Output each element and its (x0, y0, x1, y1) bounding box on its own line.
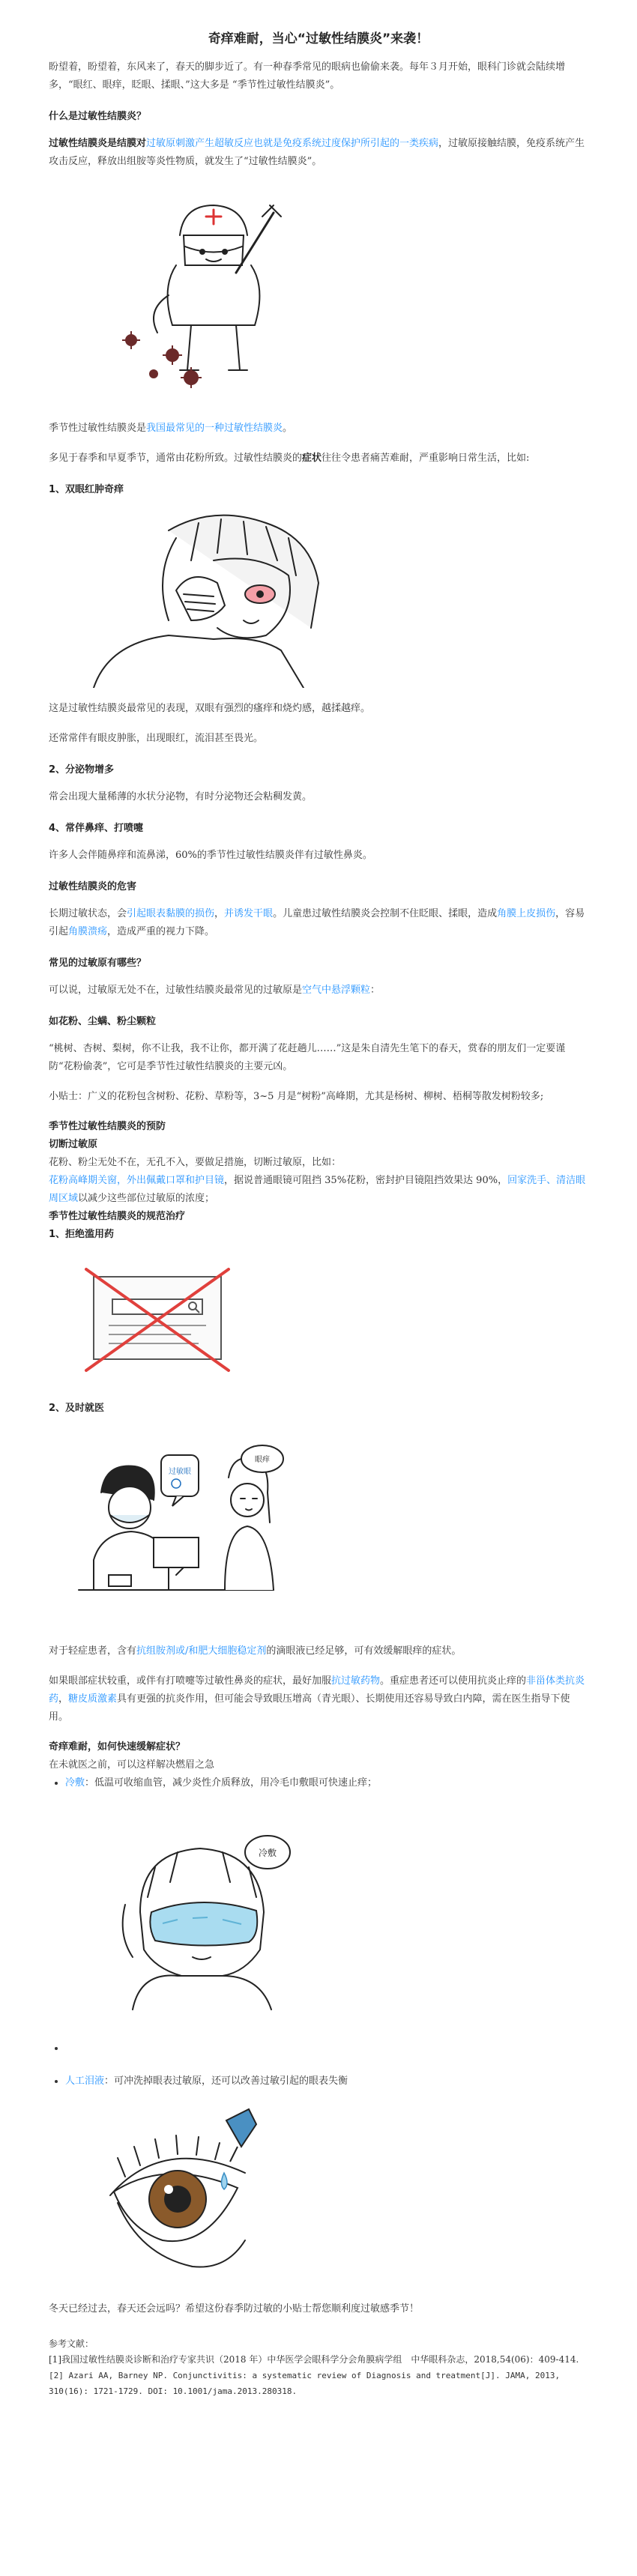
seasonal-paragraph (49, 420, 588, 438)
symptoms-paragraph (49, 450, 588, 468)
harm-highlight-4: 角膜溃疡 (68, 926, 108, 937)
harm-highlight-2: 并诱发干眼 (224, 908, 274, 919)
symptom-1-heading: 1、双眼红肿奇痒 (49, 484, 124, 495)
cold-compress-speech-text: 冷敷 (258, 1848, 277, 1858)
reference-2: [2] Azari AA, Barney NP. Conjunctivitis: a systematic review of Diagnosis and treatment[J]. JAMA, 2013, 310(16): 1721-1729. DOI: 10.1001/jama.2013.280318. (49, 2371, 561, 2396)
relief-heading: 奇痒难耐，如何快速缓解症状？ (49, 1741, 186, 1753)
seasonal-end: 。 (283, 423, 293, 434)
prevention-text-2: ，据说普通眼镜可阻挡 35%花粉，密封护目镜阻挡效果达 90%， (224, 1175, 508, 1186)
reference-1: [1]我国过敏性结膜炎诊断和治疗专家共识（2018 年）中华医学会眼科学分会角膜病学组 中华眼科杂志，2018,54(06)：409-414. (49, 2354, 579, 2365)
allergen-end: ： (370, 985, 381, 996)
tip-artificial-tears-label: 人工泪液 (65, 2075, 105, 2087)
harm-text-4: ，容易引起 (49, 908, 585, 937)
symptoms-end: 往往令患者痛苦难耐，严重影响日常生活，比如: (321, 453, 530, 464)
tip-cold-compress-text: ：低温可收缩血管，减少炎性介质释放，用冷毛巾敷眼可快速止痒； (85, 1777, 378, 1789)
treatment-severe-highlight-2: 非甾体类抗炎药 (49, 1675, 585, 1705)
allergen-paragraph (49, 982, 588, 1000)
treatment-heading: 季节性过敏性结膜炎的规范治疗 (49, 1211, 186, 1222)
doctor-speech-text: 过敏眼 (169, 1468, 191, 1476)
tip-artificial-tears-text: ：可冲洗掉眼表过敏原，还可以改善过敏引起的眼表失衡 (104, 2075, 348, 2087)
relief-intro: 在未就医之前，可以这样解决燃眉之急 (49, 1759, 215, 1771)
relief-block (49, 1738, 588, 1774)
relief-tips-list (49, 1774, 588, 2285)
harm-text-3: 。儿童患过敏性结膜炎会控制不住眨眼、揉眼，造成 (273, 908, 498, 919)
treatment-severe-highlight-3: 糖皮质激素 (68, 1693, 118, 1705)
harm-text-2: ， (214, 908, 225, 919)
article (49, 0, 588, 2422)
seasonal-highlight: 我国最常见的一种过敏性结膜炎 (146, 423, 283, 434)
eye-drop-illustration (95, 2105, 275, 2285)
treatment-1-heading: 1、拒绝滥用药 (49, 1229, 115, 1240)
harm-highlight-1: 引起眼表黏膜的损伤 (127, 908, 215, 919)
cold-compress-illustration (110, 1822, 305, 2025)
prevention-heading: 季节性过敏性结膜炎的预防 (49, 1121, 166, 1132)
seasonal-text: 季节性过敏性结膜炎是 (49, 423, 147, 434)
pollen-tip: 小贴士：广义的花粉包含树粉、花粉、草粉等，3~5 月是“树粉”高峰期，尤其是杨树、柳树、梧桐等散发树粉较多; (49, 1091, 544, 1102)
definition-highlight: 过敏原刺激产生超敏反应也就是免疫系统过度保护所引起的一类疾病 (146, 138, 439, 149)
prevention-block (49, 1118, 588, 1244)
treatment-severe-text-3: ， (58, 1693, 69, 1705)
references-title: 参考文献： (49, 2338, 94, 2349)
symptoms-text: 多见于春季和早夏季节，通常由花粉所致。过敏性结膜炎的 (49, 453, 303, 464)
definition-paragraph (49, 135, 588, 171)
treatment-mild-highlight: 抗组胺剂或/和肥大细胞稳定剂 (136, 1645, 267, 1657)
prevention-highlight-1: 花粉高峰期关窗，外出佩戴口罩和护目镜 (49, 1175, 225, 1186)
intro-paragraph: 盼望着，盼望着，东风来了，春天的脚步近了。有一种春季常见的眼病也偷偷来袭。每年３月开始，眼科门诊就会陆续增多，“眼红、眼痒，眨眼、揉眼、”这大多是 “季节性过敏性结膜炎”。 (49, 61, 566, 91)
treatment-2-heading: 2、及时就医 (49, 1403, 105, 1414)
nurse-virus-illustration (101, 183, 296, 408)
prevention-measures (49, 1172, 588, 1208)
harm-text-5: ，造成严重的视力下降。 (107, 926, 215, 937)
harm-heading: 过敏性结膜炎的危害 (49, 881, 137, 892)
harm-text-1: 长期过敏状态，会 (49, 908, 127, 919)
prevention-text-3: 以减少这些部位过敏原的浓度； (78, 1193, 215, 1204)
closing-paragraph: 冬天已经过去，春天还会远吗？希望这份春季防过敏的小贴士帮您顺利度过敏感季节！ (49, 2303, 420, 2315)
definition-bold: 过敏性结膜炎是结膜对 (49, 138, 147, 149)
harm-highlight-3: 角膜上皮损伤 (497, 908, 556, 919)
page-title: 奇痒难耐，当心“过敏性结膜炎”来袭！ (208, 31, 429, 46)
definition-rest: ，过敏原接触结膜，免疫系统产生攻击反应，释放出组胺等炎性物质，就发生了“过敏性结膜炎”。 (49, 138, 585, 167)
tip-artificial-tears (65, 2072, 588, 2285)
treatment-mild-end: 的滴眼液已经足够，可有效缓解眼痒的症状。 (266, 1645, 462, 1657)
prevention-highlight-2: 回家洗手、清洁眼周区域 (49, 1175, 586, 1204)
allergen-text: 可以说，过敏原无处不在，过敏性结膜炎最常见的过敏原是 (49, 985, 303, 996)
symptom-1-extra: 还常常伴有眼皮肿胀，出现眼红，流泪甚至畏光。 (49, 733, 264, 744)
prevention-subheading: 切断过敏原 (49, 1139, 98, 1150)
pollen-heading: 如花粉、尘螨、粉尘颗粒 (49, 1016, 157, 1027)
section-heading-what: 什么是过敏性结膜炎？ (49, 111, 147, 122)
symptom-2-desc: 常会出现大量稀薄的水状分泌物，有时分泌物还会粘稠发黄。 (49, 791, 313, 802)
treatment-mild-text: 对于轻症患者，含有 (49, 1645, 137, 1657)
allergen-highlight: 空气中悬浮颗粒 (302, 985, 371, 996)
treatment-severe-paragraph (49, 1672, 588, 1726)
treatment-severe-end: 具有更强的抗炎作用，但可能会导致眼压增高（青光眼）、长期使用还容易导致白内障，需在医生指导下使用。 (49, 1693, 570, 1723)
tip-empty-bullet (65, 2040, 588, 2058)
no-self-medication-illustration (79, 1262, 244, 1382)
prevention-intro: 花粉、粉尘无处不在，无孔不入，要做足措施，切断过敏原，比如： (49, 1157, 342, 1168)
treatment-severe-text-2: 。重症患者还可以使用抗炎止痒的 (380, 1675, 527, 1687)
treatment-severe-text: 如果眼部症状较重，或伴有打喷嚏等过敏性鼻炎的症状，最好加服 (49, 1675, 332, 1687)
patient-speech-text: 眼痒 (255, 1456, 270, 1464)
allergen-heading: 常见的过敏原有哪些？ (49, 958, 147, 969)
symptom-2-heading: 2、分泌物增多 (49, 764, 115, 775)
doctor-visit-illustration (64, 1440, 289, 1627)
symptom-3-heading: 4、常伴鼻痒、打喷嚏 (49, 823, 144, 834)
references (49, 2336, 588, 2399)
rubbing-eye-illustration (64, 508, 378, 688)
tip-cold-compress-label: 冷敷 (65, 1777, 85, 1789)
tip-cold-compress (65, 1774, 588, 2025)
pollen-paragraph: “桃树、杏树、梨树，你不让我，我不让你，都开满了花赶趟儿……”这是朱自清先生笔下的春天，赏春的朋友们一定要谨防“花粉偷袭”，它可是季节性过敏性结膜炎的主要元凶。 (49, 1043, 566, 1072)
symptoms-bold: 症状 (302, 453, 322, 464)
symptom-1-desc: 这是过敏性结膜炎最常见的表现，双眼有强烈的瘙痒和烧灼感，越揉越痒。 (49, 703, 371, 714)
treatment-severe-highlight-1: 抗过敏药物 (331, 1675, 381, 1687)
symptom-3-desc: 许多人会伴随鼻痒和流鼻涕，60%的季节性过敏性结膜炎伴有过敏性鼻炎。 (49, 850, 372, 861)
harm-paragraph (49, 905, 588, 941)
treatment-mild-paragraph (49, 1642, 588, 1660)
